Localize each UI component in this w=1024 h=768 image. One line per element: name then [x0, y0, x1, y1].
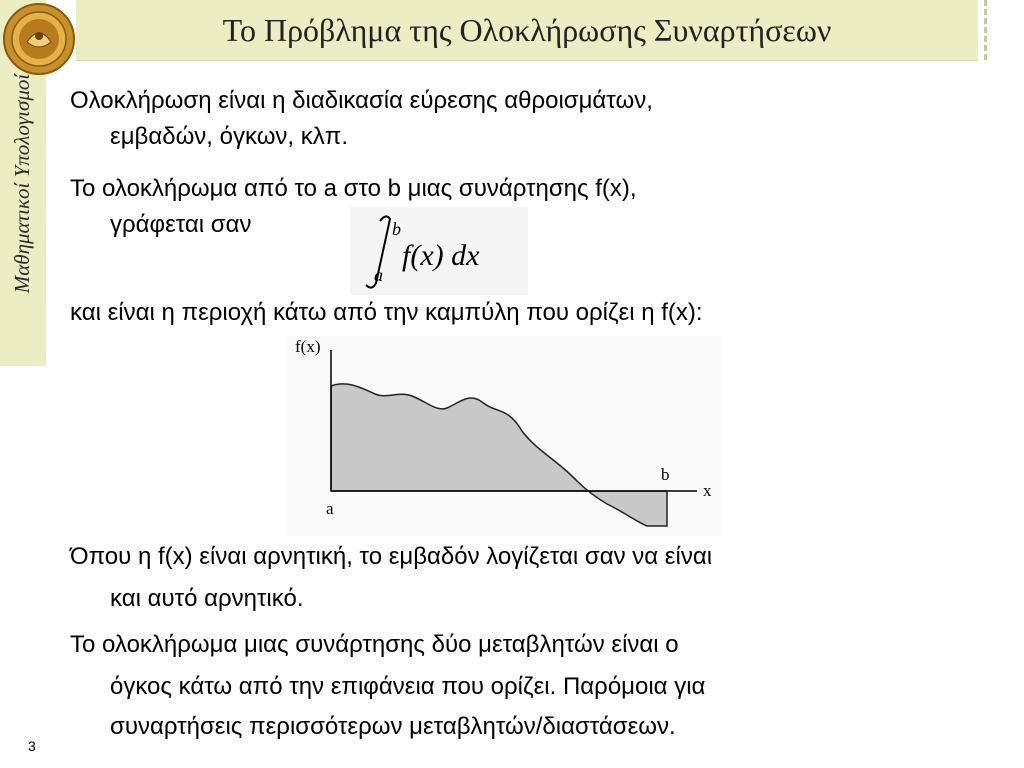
paragraph-5-line-3: συναρτήσεις περισσότερων μεταβλητών/διαστάσεων. [110, 713, 676, 740]
area-under-curve-figure [287, 336, 723, 536]
paragraph-1-line-2: εμβαδών, όγκων, κλπ. [110, 123, 348, 150]
y-axis-label: f(x) [295, 337, 321, 356]
integral-formula [350, 207, 528, 295]
paragraph-1-line-1: Ολοκλήρωση είναι η διαδικασία εύρεσης αθροισμάτων, [70, 87, 653, 114]
sidebar-text: Μαθηματικοί Υπολογισμοί [10, 73, 35, 293]
paragraph-4-line-2: και αυτό αρνητικό. [110, 585, 304, 612]
a-label: a [326, 499, 334, 518]
page-title: Το Πρόβλημα της Ολοκλήρωσης Συναρτήσεων [222, 11, 832, 48]
formula-lower: a [374, 265, 383, 285]
page-number: 3 [28, 738, 36, 754]
paragraph-5-line-1: Το ολοκλήρωμα μιας συνάρτησης δύο μεταβλητών είναι ο [70, 631, 679, 658]
area-fill [331, 384, 667, 526]
title-divider [984, 0, 987, 60]
formula-upper: b [392, 219, 401, 239]
paragraph-3-line-1: και είναι η περιοχή κάτω από την καμπύλη που ορίζει η f(x): [70, 299, 703, 326]
paragraph-5-line-2: όγκος κάτω από την επιφάνεια που ορίζει. Παρόμοια για [110, 673, 706, 700]
paragraph-2-line-2: γράφεται σαν [110, 211, 252, 238]
x-axis-label: x [703, 481, 712, 500]
paragraph-2-line-1: Το ολοκλήρωμα από το a στο b μιας συνάρτησης f(x), [70, 175, 637, 202]
university-seal-icon [2, 2, 76, 76]
title-bar [76, 0, 978, 61]
b-label: b [661, 465, 670, 484]
paragraph-4-line-1: Όπου η f(x) είναι αρνητική, το εμβαδόν λογίζεται σαν να είναι [70, 543, 713, 570]
formula-integrand: f(x) dx [402, 239, 480, 272]
